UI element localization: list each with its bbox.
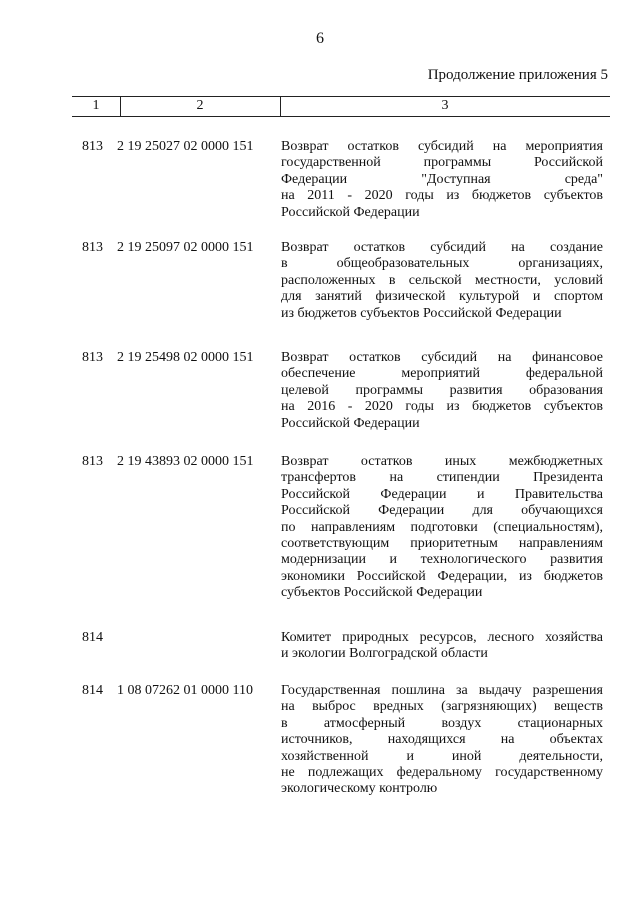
- description-line: Комитет природных ресурсов, лесного хозяйства: [281, 630, 603, 645]
- header-col-2: 2: [196, 98, 204, 113]
- description: [281, 683, 603, 798]
- budget-code: 2 19 25027 02 0000 151: [117, 139, 254, 154]
- description-line: расположенных в сельской местности, условий: [281, 272, 603, 288]
- table-header: [72, 96, 610, 117]
- description-line: трансфертов на стипендии Президента: [281, 470, 603, 486]
- description-line: обеспечение мероприятий федеральной: [281, 366, 603, 382]
- description-line: Возврат остатков иных межбюджетных: [281, 454, 603, 469]
- description-line: и экологии Волгоградской области: [281, 646, 488, 662]
- description-line: на 2011 - 2020 годы из бюджетов субъектов: [281, 188, 603, 204]
- description-line: субъектов Российской Федерации: [281, 585, 483, 601]
- description: [281, 454, 603, 602]
- description-line: Возврат остатков субсидий на создание: [281, 240, 603, 255]
- description: [281, 350, 603, 432]
- description-line: соответствующим приоритетным направлениям: [281, 536, 603, 552]
- description-line: государственной программы Российской: [281, 155, 603, 171]
- description-line: по направлениям подготовки (специальностям),: [281, 519, 603, 535]
- header-col-1: 1: [92, 98, 100, 113]
- admin-code: 813: [82, 454, 103, 469]
- description-line: не подлежащих федеральному государственному: [281, 765, 603, 781]
- description-line: Российской Федерации для обучающихся: [281, 503, 603, 519]
- description: [281, 240, 603, 322]
- page-number: 6: [316, 30, 324, 47]
- description: [281, 139, 603, 221]
- description-line: Российской Федерации: [281, 204, 420, 220]
- description-line: экологическому контролю: [281, 781, 438, 797]
- budget-code: 2 19 25498 02 0000 151: [117, 350, 254, 365]
- description: [281, 630, 603, 663]
- description-line: модернизации и технологического развития: [281, 552, 603, 568]
- description-line: целевой программы развития образования: [281, 382, 603, 398]
- description-line: Государственная пошлина за выдачу разрешения: [281, 683, 603, 698]
- admin-code: 814: [82, 683, 103, 698]
- admin-code: 813: [82, 139, 103, 154]
- description-line: на 2016 - 2020 годы из бюджетов субъектов: [281, 399, 603, 415]
- description-line: источников, находящихся на объектах: [281, 732, 603, 748]
- admin-code: 813: [82, 240, 103, 255]
- continuation-label: Продолжение приложения 5: [427, 67, 608, 83]
- description-line: экономики Российской Федерации, из бюджетов: [281, 568, 603, 584]
- description-line: Федерации "Доступная среда": [281, 171, 603, 187]
- description-line: из бюджетов субъектов Российской Федерации: [281, 305, 562, 321]
- description-line: Российской Федерации и Правительства: [281, 486, 603, 502]
- budget-code: 1 08 07262 01 0000 110: [117, 683, 253, 698]
- admin-code: 814: [82, 630, 103, 645]
- description-line: в общеобразовательных организациях,: [281, 256, 603, 272]
- header-col-3: 3: [441, 98, 449, 113]
- description-line: на выброс вредных (загрязняющих) веществ: [281, 699, 603, 715]
- description-line: Возврат остатков субсидий на финансовое: [281, 350, 603, 365]
- description-line: для занятий физической культурой и спортом: [281, 289, 603, 305]
- admin-code: 813: [82, 350, 103, 365]
- budget-code: 2 19 25097 02 0000 151: [117, 240, 254, 255]
- description-line: Возврат остатков субсидий на мероприятия: [281, 139, 603, 154]
- description-line: Российской Федерации: [281, 415, 420, 431]
- budget-code: 2 19 43893 02 0000 151: [117, 454, 254, 469]
- description-line: в атмосферный воздух стационарных: [281, 715, 603, 731]
- description-line: хозяйственной и иной деятельности,: [281, 748, 603, 764]
